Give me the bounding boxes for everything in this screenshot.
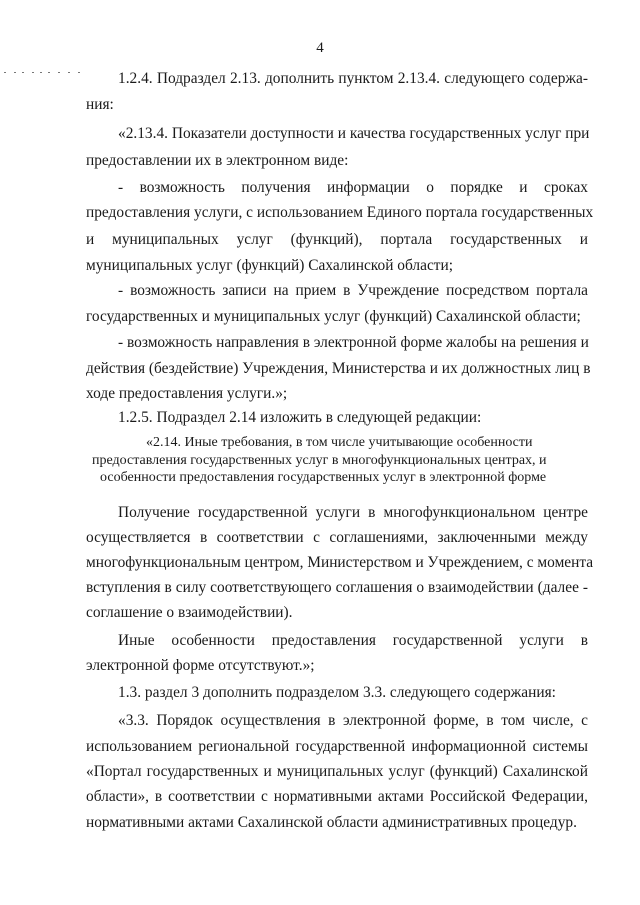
text-line: 1.2.5. Подраздел 2.14 изложить в следующей редакции: [118,409,482,426]
text-line: предоставления услуги, с использованием Единого портала государственных [86,204,594,221]
text-line: многофункциональным центром, Министерством и Учреждением, с момента [86,554,594,571]
text-line: предоставлении их в электронном виде: [86,152,349,169]
text-line: соглашение о взаимодействии). [86,604,293,621]
text-line: муниципальных услуг (функций) Сахалинской области; [86,257,454,274]
text-line: «2.13.4. Показатели доступности и качества государственных услуг при [118,125,590,142]
text-line: Иные особенности предоставления государственной услуги в [118,632,588,649]
text-line: «Портал государственных и муниципальных услуг (функций) Сахалинской [86,763,588,780]
text-line: - возможность записи на прием в Учреждение посредством портала [118,282,588,299]
section-heading-line: предоставления государственных услуг в многофункциональных центрах, и [92,453,547,468]
margin-scan-marks [2,68,88,78]
text-line: Получение государственной услуги в многофункциональном центре [118,504,588,521]
text-line: - возможность получения информации о порядке и сроках [118,179,588,196]
text-line: и муниципальных услуг (функций), портала государственных и [86,231,588,248]
text-line: электронной форме отсутствуют.»; [86,657,315,674]
text-line: 1.3. раздел 3 дополнить подразделом 3.3. следующего содержания: [118,684,556,701]
text-line: - возможность направления в электронной форме жалобы на решения и [118,334,589,351]
text-line: 1.2.4. Подраздел 2.13. дополнить пунктом 2.13.4. следующего содержа- [118,70,588,87]
text-line: «3.3. Порядок осуществления в электронной форме, в том числе, с [118,712,588,729]
page-number: 4 [316,40,324,56]
text-line: области», в соответствии с нормативными актами Российской Федерации, [86,788,588,805]
text-line: осуществляется в соответствии с соглашениями, заключенными между [86,529,588,546]
text-line: вступления в силу соответствующего соглашения о взаимодействии (далее - [86,579,588,596]
text-line: ходе предоставления услуги.»; [86,385,288,402]
text-line: нормативными актами Сахалинской области административных процедур. [86,814,577,831]
section-heading-line: «2.14. Иные требования, в том числе учитывающие особенности [146,435,533,450]
section-heading-line: особенности предоставления государственных услуг в электронной форме [100,470,547,485]
text-line: государственных и муниципальных услуг (функций) Сахалинской области; [86,308,581,325]
text-line: действия (бездействие) Учреждения, Министерства и их должностных лиц в [86,360,591,377]
text-line: ния: [86,96,114,113]
text-line: использованием региональной государственной информационной системы [86,738,588,755]
